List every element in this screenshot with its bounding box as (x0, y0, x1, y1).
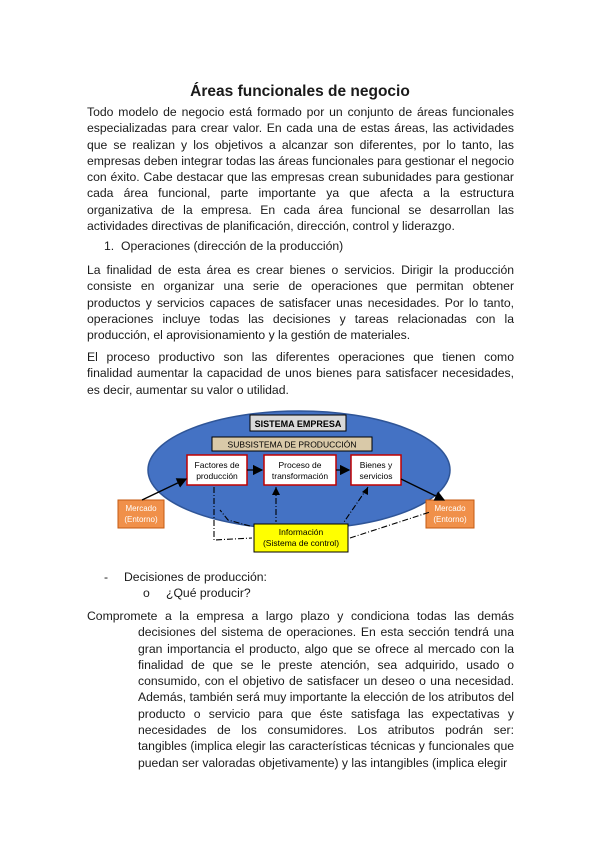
goods-line2: servicios (359, 471, 393, 481)
market-right-line2: (Entorno) (433, 515, 467, 524)
sub-bullet-mark: o (143, 586, 150, 600)
compromete-paragraph: Compromete a la empresa a largo plazo y condiciona todas las demás decisiones del sistema de operaciones. En esta sección tendrá una gran importancia el producto, algo que se ofrece al mercado con la finalidad de que se le preste atención, sea adquirido, usado o consumido, con el objetivo de satisfacer un deseo o una necesidad. Además, también será muy importante la elección de los atributos del producto o servicio para que éste satisfaga las expectativas y necesidades de los consumidores. Los atributos podrán ser: tangibles (implica elegir las características técnicas y funcionales que puedan ser valoradas objetivamente) y las intangibles (implica elegir (87, 609, 514, 770)
subsystem-label: SUBSISTEMA DE PRODUCCIÓN (227, 439, 357, 450)
section-heading-text: Operaciones (dirección de la producción) (121, 239, 344, 253)
bullet-mark: - (104, 570, 109, 584)
information-line2: (Sistema de control) (262, 538, 340, 548)
bullet-text: Decisiones de producción: (124, 570, 267, 584)
document-title: Áreas funcionales de negocio (190, 83, 410, 100)
sub-bullet-que-producir (143, 585, 251, 601)
information-line1: Información (278, 527, 324, 537)
factors-line2: producción (196, 471, 238, 481)
goods-line1: Bienes y (359, 460, 393, 470)
market-left-line1: Mercado (125, 504, 157, 513)
intro-paragraph: Todo modelo de negocio está formado por un conjunto de áreas funcionales especializadas para crear valor. En cada una de estas áreas, las actividades que se realizan y los objetivos a alcanzar son diferentes, por lo tanto, las empresas deben integrar todas las áreas funcionales para gestionar el negocio con éxito. Cabe destacar que las empresas crean subunidades para gestionar cada área funcional, parte importante ya que afecta a la estructura organizativa de la empresa. En cada área funcional se desarrollan las actividades directivas de planificación, dirección, control y liderazgo. (87, 105, 514, 234)
section-heading (104, 238, 343, 254)
factors-line1: Factores de (194, 460, 240, 470)
production-system-diagram (100, 400, 490, 560)
market-right-line1: Mercado (434, 504, 466, 513)
proceso-paragraph: El proceso productivo son las diferentes operaciones que tienen como finalidad aumentar la capacidad de unos bienes para satisfacer necesidades, es decir, aumentar su valor o utilidad. (87, 350, 514, 397)
bullet-decisiones (104, 569, 267, 585)
market-left-line2: (Entorno) (124, 515, 158, 524)
sub-bullet-text: ¿Qué producir? (166, 586, 251, 600)
section-number: 1. (104, 239, 115, 253)
finalidad-paragraph: La finalidad de esta área es crear bienes o servicios. Dirigir la producción consiste en organizar una serie de operaciones que permitan obtener productos y servicios capaces de satisfacer unas necesidades. Por lo tanto, operaciones incluye todas las decisiones y tareas relacionadas con la producción, el aprovisionamiento y la gestión de materiales. (87, 263, 514, 343)
process-line2: transformación (271, 471, 329, 481)
system-label: SISTEMA EMPRESA (254, 419, 342, 429)
process-line1: Proceso de (278, 460, 322, 470)
